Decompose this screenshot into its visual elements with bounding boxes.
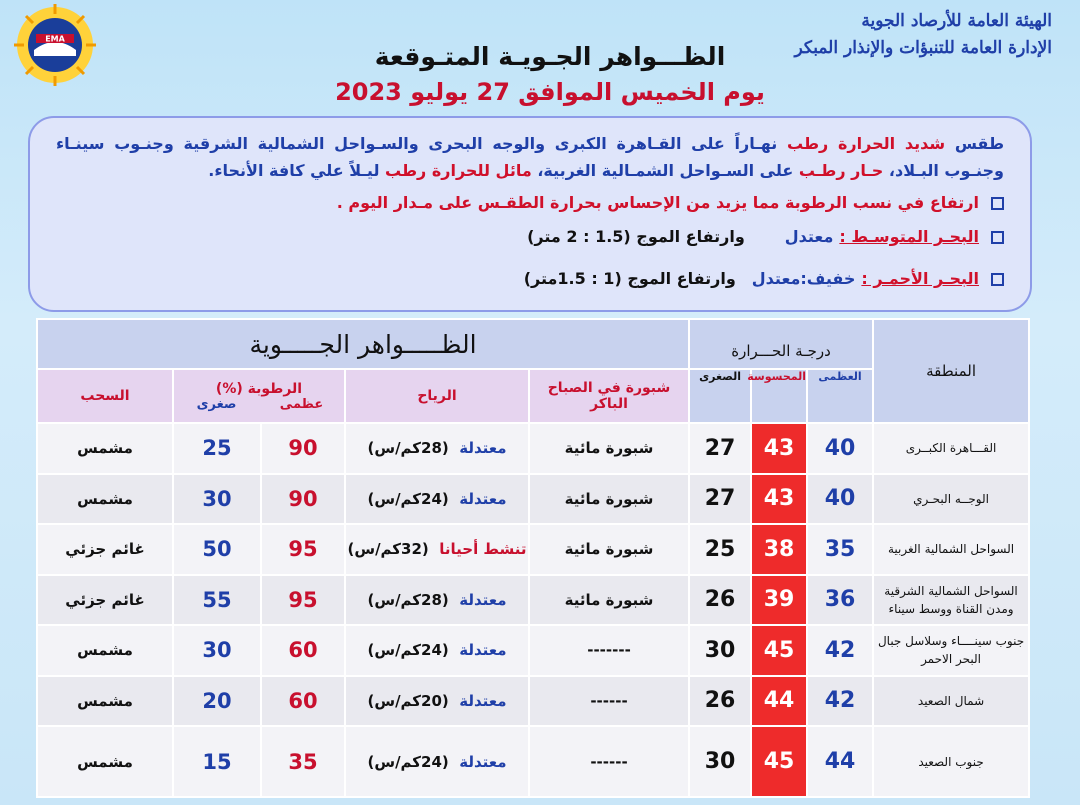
temp-feel-cell: 45 bbox=[751, 726, 807, 797]
temp-feel-cell: 44 bbox=[751, 676, 807, 727]
humidity-note bbox=[56, 188, 1004, 218]
region-cell: الوجــه البحـري bbox=[873, 474, 1029, 525]
region-cell: جنوب الصعيد bbox=[873, 726, 1029, 797]
wind-speed: (32كم/س) bbox=[347, 540, 429, 559]
fog-cell: شبورة مائية bbox=[529, 423, 689, 474]
fog-cell: شبورة مائية bbox=[529, 575, 689, 626]
wave-height: وارتفاع الموج (1 : 1.5متر) bbox=[523, 269, 736, 288]
temperature-header: درجـة الحـــرارة bbox=[689, 319, 873, 369]
wind-cell bbox=[345, 625, 529, 676]
checkbox-bullet-icon bbox=[991, 273, 1004, 286]
region-cell: جنوب سينــــاء وسلاسل جبال البحر الاحمر bbox=[873, 625, 1029, 676]
humidity-max-cell: 90 bbox=[261, 474, 345, 525]
wind-cell bbox=[345, 524, 529, 575]
sea-name: البحـر الأحمـر : bbox=[861, 269, 979, 288]
wind-cell bbox=[345, 423, 529, 474]
wind-state: معتدلة bbox=[459, 691, 507, 710]
wind-state: تنشط أحيانا bbox=[439, 540, 527, 559]
temp-feel-cell: 43 bbox=[751, 423, 807, 474]
fog-cell: ------- bbox=[529, 625, 689, 676]
checkbox-bullet-icon bbox=[991, 197, 1004, 210]
page-title: الظـــواهر الجـويـة المتـوقعة bbox=[374, 42, 726, 71]
temp-min-cell: 27 bbox=[689, 423, 751, 474]
cloud-cell: مشمس bbox=[37, 625, 173, 676]
temp-max-cell: 42 bbox=[807, 625, 873, 676]
region-cell: القـــاهرة الكبــرى bbox=[873, 423, 1029, 474]
wind-speed: (24كم/س) bbox=[367, 641, 449, 660]
temp-min-cell: 27 bbox=[689, 474, 751, 525]
temp-min-cell: 26 bbox=[689, 575, 751, 626]
sea-state: معتدل bbox=[784, 227, 834, 246]
temp-feel-cell: 39 bbox=[751, 575, 807, 626]
wind-speed: (20كم/س) bbox=[367, 691, 449, 710]
humidity-max-cell: 90 bbox=[261, 423, 345, 474]
wind-speed: (28كم/س) bbox=[367, 590, 449, 609]
cloud-cell: مشمس bbox=[37, 423, 173, 474]
temp-max-cell: 44 bbox=[807, 726, 873, 797]
temp-max-header: العظمى bbox=[807, 369, 873, 423]
humidity-min-cell: 50 bbox=[173, 524, 261, 575]
org-line-1: الهيئة العامة للأرصاد الجوية bbox=[861, 11, 1052, 31]
wind-state: معتدلة bbox=[459, 590, 507, 609]
wind-state: معتدلة bbox=[459, 752, 507, 771]
humidity-min-cell: 25 bbox=[173, 423, 261, 474]
temp-feel-cell: 38 bbox=[751, 524, 807, 575]
humidity-max-cell: 95 bbox=[261, 524, 345, 575]
temp-max-cell: 35 bbox=[807, 524, 873, 575]
humidity-max-cell: 95 bbox=[261, 575, 345, 626]
wind-state: معتدلة bbox=[459, 489, 507, 508]
wave-height: وارتفاع الموج (1.5 : 2 متر) bbox=[527, 227, 745, 246]
org-line-2: الإدارة العامة للتنبؤات والإنذار المبكر bbox=[794, 38, 1052, 58]
red-sea-state bbox=[56, 264, 1004, 294]
table-row bbox=[37, 676, 1029, 727]
mediterranean-sea-state bbox=[56, 222, 1004, 252]
temp-min-header: الصغرى bbox=[689, 369, 751, 423]
region-header: المنطقة bbox=[873, 319, 1029, 423]
summary-text: نهـاراً على القـاهرة الكبرى والوجه البحرى والسـواحل الشمالية الشرقية وجنـوب سينـاء وجنـوب البـلاد، bbox=[56, 134, 1004, 180]
fog-cell: ------ bbox=[529, 726, 689, 797]
region-cell: شمال الصعيد bbox=[873, 676, 1029, 727]
table-row bbox=[37, 474, 1029, 525]
temp-min-cell: 30 bbox=[689, 625, 751, 676]
humidity-max-header: عظمى bbox=[279, 396, 324, 412]
cloud-cell: مشمس bbox=[37, 474, 173, 525]
summary-highlight: مائل للحرارة رطب bbox=[385, 161, 532, 180]
humidity-header bbox=[173, 369, 345, 423]
table-row bbox=[37, 575, 1029, 626]
humidity-min-cell: 30 bbox=[173, 474, 261, 525]
wind-state: معتدلة bbox=[459, 439, 507, 458]
phenomena-header: الظـــــواهر الجـــــوية bbox=[37, 319, 689, 369]
humidity-min-cell: 55 bbox=[173, 575, 261, 626]
humidity-note-text: ارتفاع في نسب الرطوبة مما يزيد من الإحساس بحرارة الطقـس على مـدار اليوم . bbox=[336, 193, 979, 212]
wind-speed: (24كم/س) bbox=[367, 752, 449, 771]
svg-text:EMA: EMA bbox=[45, 34, 65, 44]
temp-max-cell: 40 bbox=[807, 423, 873, 474]
table-row bbox=[37, 625, 1029, 676]
wind-speed: (28كم/س) bbox=[367, 439, 449, 458]
wind-cell bbox=[345, 726, 529, 797]
humidity-min-header: صغرى bbox=[196, 396, 237, 412]
humidity-min-cell: 15 bbox=[173, 726, 261, 797]
summary-text: على السـواحل الشمـالية الغربية، bbox=[531, 161, 799, 180]
summary-paragraph bbox=[56, 130, 1004, 184]
table-row bbox=[37, 423, 1029, 474]
sea-name: البحـر المتوسـط : bbox=[839, 227, 979, 246]
wind-cell bbox=[345, 474, 529, 525]
temp-feel-cell: 43 bbox=[751, 474, 807, 525]
forecast-table bbox=[36, 318, 1030, 798]
temp-min-cell: 25 bbox=[689, 524, 751, 575]
wind-cell bbox=[345, 575, 529, 626]
temp-min-cell: 26 bbox=[689, 676, 751, 727]
region-cell: السواحل الشمالية الشرقية ومدن القناة ووسط سيناء bbox=[873, 575, 1029, 626]
fog-header: شبورة في الصباح الباكر bbox=[529, 369, 689, 423]
cloud-cell: غائم جزئي bbox=[37, 575, 173, 626]
summary-text: طقس bbox=[945, 134, 1005, 153]
summary-highlight: شديد الحرارة رطب bbox=[787, 134, 946, 153]
humidity-title: الرطوبة (%) bbox=[215, 380, 303, 397]
fog-cell: شبورة مائية bbox=[529, 524, 689, 575]
wind-state: معتدلة bbox=[459, 641, 507, 660]
summary-text: ليـلاً علي كافة الأنحاء. bbox=[208, 161, 386, 180]
cloud-cell: غائم جزئي bbox=[37, 524, 173, 575]
table-row bbox=[37, 726, 1029, 797]
humidity-min-cell: 20 bbox=[173, 676, 261, 727]
temp-feel-cell: 45 bbox=[751, 625, 807, 676]
forecast-date: يوم الخميس الموافق 27 يوليو 2023 bbox=[335, 78, 765, 106]
wind-cell bbox=[345, 676, 529, 727]
fog-cell: ------ bbox=[529, 676, 689, 727]
temp-min-cell: 30 bbox=[689, 726, 751, 797]
temp-feel-header: المحسوسة bbox=[751, 369, 807, 423]
humidity-max-cell: 60 bbox=[261, 625, 345, 676]
wind-header: الرياح bbox=[345, 369, 529, 423]
fog-cell: شبورة مائية bbox=[529, 474, 689, 525]
temp-max-cell: 36 bbox=[807, 575, 873, 626]
weather-summary-box bbox=[28, 116, 1032, 312]
sea-state: خفيف:معتدل bbox=[751, 269, 856, 288]
region-cell: السواحل الشمالية الغربية bbox=[873, 524, 1029, 575]
cloud-header: السحب bbox=[37, 369, 173, 423]
temp-max-cell: 40 bbox=[807, 474, 873, 525]
humidity-max-cell: 35 bbox=[261, 726, 345, 797]
cloud-cell: مشمس bbox=[37, 676, 173, 727]
humidity-max-cell: 60 bbox=[261, 676, 345, 727]
checkbox-bullet-icon bbox=[991, 231, 1004, 244]
wind-speed: (24كم/س) bbox=[367, 489, 449, 508]
humidity-min-cell: 30 bbox=[173, 625, 261, 676]
cloud-cell: مشمس bbox=[37, 726, 173, 797]
temp-max-cell: 42 bbox=[807, 676, 873, 727]
table-row bbox=[37, 524, 1029, 575]
summary-highlight: حـار رطـب bbox=[798, 161, 884, 180]
